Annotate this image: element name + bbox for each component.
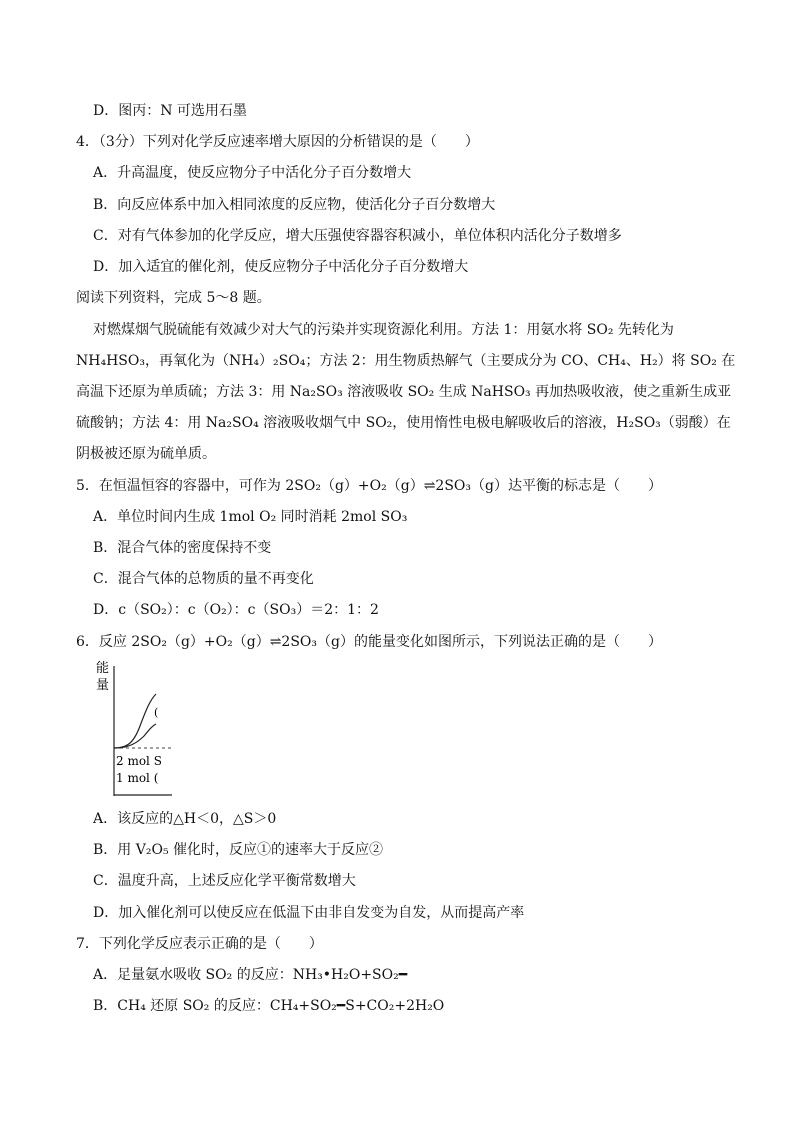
- q7-option-b: B．CH₄ 还原 SO₂ 的反应：CH₄+SO₂━S+CO₂+2H₂O: [93, 998, 445, 1014]
- passage-line-5: 阴极被还原为硫单质。: [76, 446, 216, 462]
- q4-option-d: D．加入适宜的催化剂，使反应物分子中活化分子百分数增大: [93, 259, 469, 275]
- q4-option-c: C．对有气体参加的化学反应，增大压强使容器容积减小，单位体积内活化分子数增多: [93, 228, 622, 244]
- q4-option-a: A．升高温度，使反应物分子中活化分子百分数增大: [93, 165, 412, 181]
- q4-option-b: B．向反应体系中加入相同浓度的反应物，使活化分子百分数增大: [93, 197, 496, 213]
- q5-stem: 5．在恒温恒容的容器中，可作为 2SO₂（g）+O₂（g）⇌2SO₃（g）达平衡的标志是（ ）: [76, 478, 662, 494]
- reactant-label-line-2: 1 mol (: [116, 771, 159, 785]
- q4-stem: 4．（3分）下列对化学反应速率增大原因的分析错误的是（ ）: [76, 134, 479, 150]
- q6-stem: 6．反应 2SO₂（g）+O₂（g）⇌2SO₃（g）的能量变化如图所示，下列说法正确的是（ ）: [76, 634, 662, 650]
- passage-line-4: 硫酸钠；方法 4：用 Na₂SO₄ 溶液吸收烟气中 SO₂，使用惰性电极电解吸收后的溶液，H₂SO₃（弱酸）在: [76, 415, 731, 431]
- passage-line-3: 高温下还原为单质硫；方法 3：用 Na₂SO₃ 溶液吸收 SO₂ 生成 NaHSO₃ 再加热吸收液，使之重新生成亚: [76, 384, 732, 400]
- passage-line-2: NH₄HSO₃，再氧化为（NH₄）₂SO₄；方法 2：用生物质热解气（主要成分为 CO、CH₄、H₂）将 SO₂ 在: [76, 353, 736, 369]
- q5-option-c: C．混合气体的总物质的量不再变化: [93, 571, 314, 587]
- energy-axis-label-top: 能: [96, 661, 110, 676]
- q7-stem: 7．下列化学反应表示正确的是（ ）: [76, 936, 323, 952]
- energy-diagram: [92, 658, 172, 798]
- q6-option-c: C．温度升高，上述反应化学平衡常数增大: [93, 873, 356, 889]
- passage-line-1: 对燃煤烟气脱硫能有效减少对大气的污染并实现资源化利用。方法 1：用氨水将 SO₂ 先转化为: [93, 322, 674, 338]
- q5-option-b: B．混合气体的密度保持不变: [93, 540, 272, 556]
- q6-option-b: B．用 V₂O₅ 催化时，反应①的速率大于反应②: [93, 842, 383, 858]
- reading-intro: 阅读下列资料，完成 5～8 题。: [76, 290, 271, 306]
- q7-option-a: A．足量氨水吸收 SO₂ 的反应：NH₃•H₂O+SO₂━: [93, 967, 408, 983]
- q3-option-d: D．图丙：N 可选用石墨: [93, 103, 247, 119]
- reactant-label-line-1: 2 mol S: [116, 754, 162, 768]
- q5-option-d: D．c（SO₂）：c（O₂）：c（SO₃）＝2：1：2: [93, 602, 379, 618]
- q6-option-d: D．加入催化剂可以使反应在低温下由非自发变为自发，从而提高产率: [93, 905, 525, 921]
- q6-option-a: A．该反应的△H＜0，△S＞0: [93, 811, 277, 827]
- curve-label: (: [154, 706, 159, 719]
- q5-option-a: A．单位时间内生成 1mol O₂ 同时消耗 2mol SO₃: [93, 509, 408, 525]
- energy-axis-label-bottom: 量: [96, 678, 110, 693]
- energy-curve-1: [114, 694, 159, 748]
